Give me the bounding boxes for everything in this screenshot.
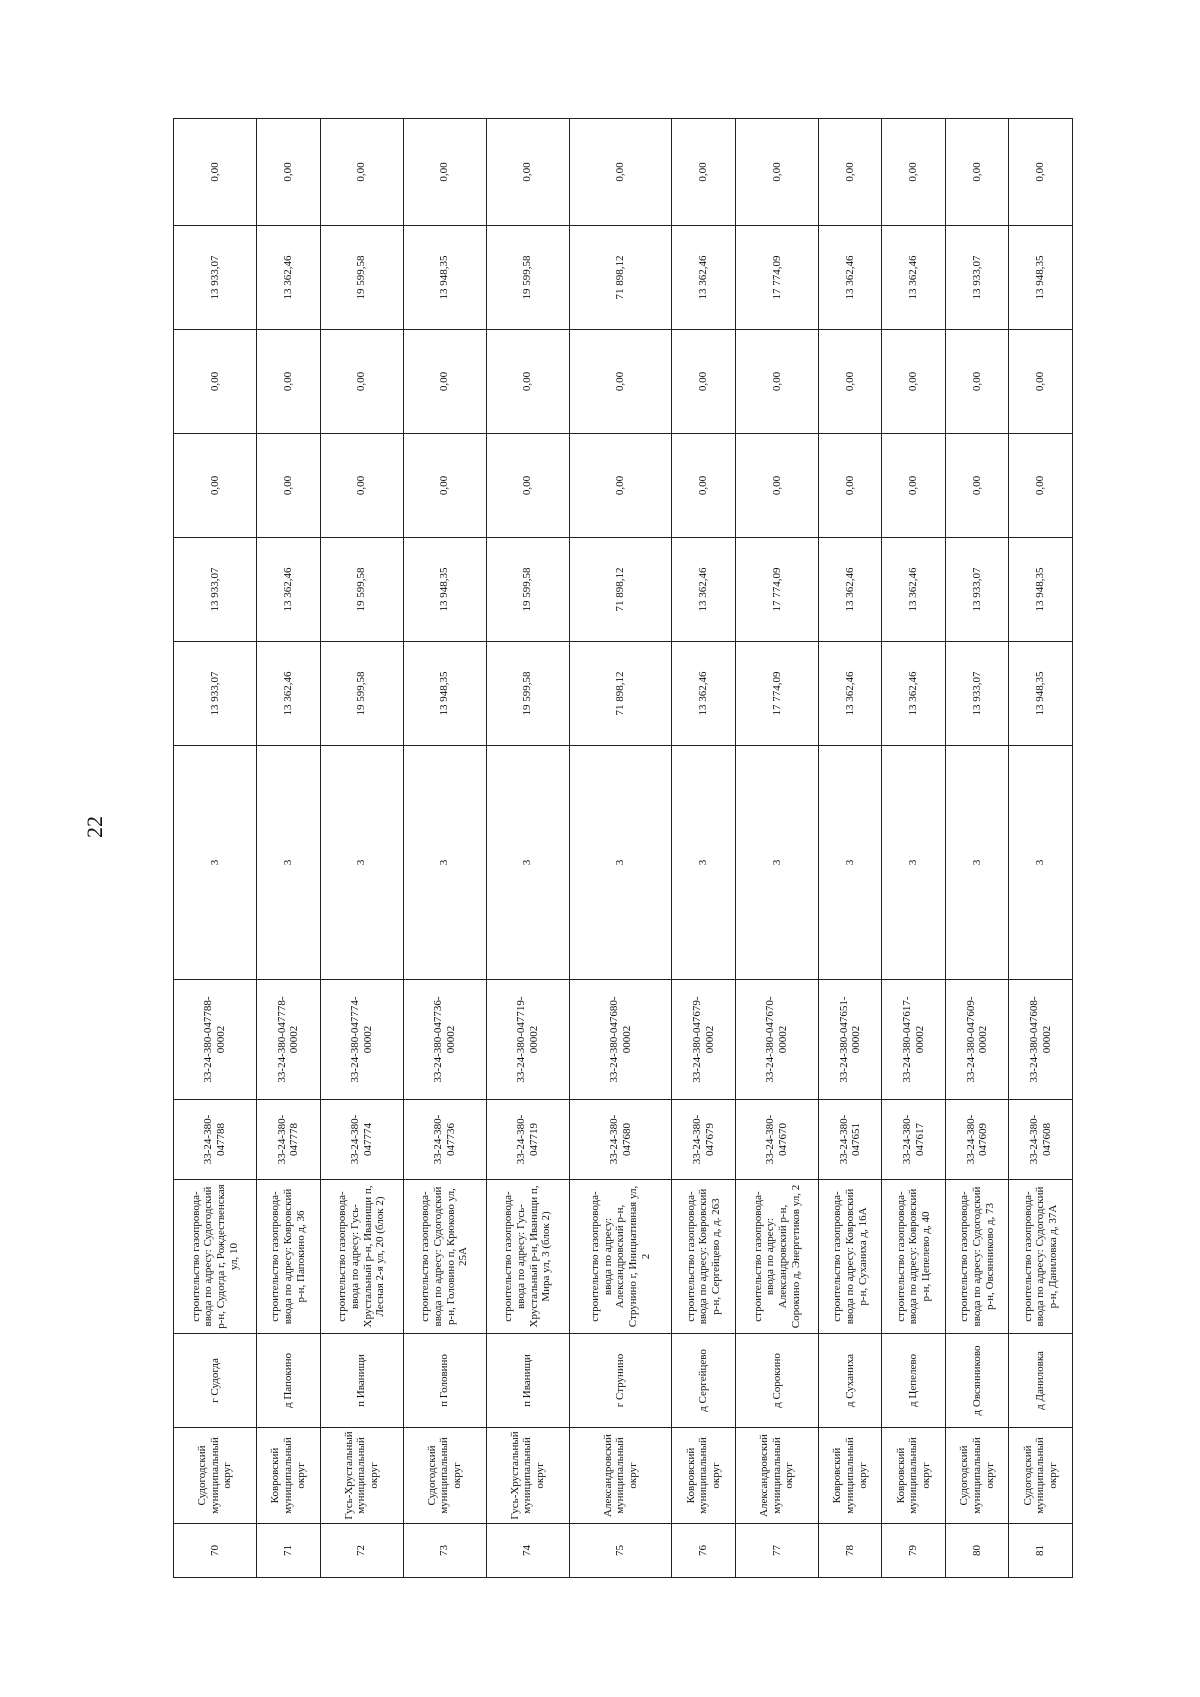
row-number: 73: [403, 1524, 486, 1578]
table-row: [735, 119, 818, 1578]
table-row: [257, 119, 320, 1578]
value-cell-9: 19 599,58: [486, 226, 569, 330]
value-cell-9: 19 599,58: [320, 226, 403, 330]
table-row: [569, 119, 672, 1578]
rotated-table-frame: [173, 118, 1073, 1578]
total-cell: 13 948,35: [403, 642, 486, 746]
total-cell: 13 948,35: [1009, 642, 1073, 746]
total-cell: 71 898,12: [569, 642, 672, 746]
total-cell: 13 362,46: [882, 642, 945, 746]
value-cell-6: 19 599,58: [320, 538, 403, 642]
code-full-cell: 33-24-380-047778-00002: [257, 980, 320, 1100]
value-cell-10: 0,00: [672, 119, 735, 226]
value-cell-6: 17 774,09: [735, 538, 818, 642]
row-number: 77: [735, 1524, 818, 1578]
district-cell: Ковровский муниципальный округ: [882, 1428, 945, 1524]
total-cell: 13 362,46: [819, 642, 882, 746]
row-number: 72: [320, 1524, 403, 1578]
value-cell-8: 0,00: [882, 330, 945, 434]
value-cell-7: 0,00: [819, 434, 882, 538]
description-cell: строительство газопровода-ввода по адресу: Ковровский р-н, Суханиха д, 16А: [819, 1180, 882, 1334]
code-full-cell: 33-24-380-047670-00002: [735, 980, 818, 1100]
district-cell: Ковровский муниципальный округ: [819, 1428, 882, 1524]
value-cell-6: 19 599,58: [486, 538, 569, 642]
value-cell-10: 0,00: [403, 119, 486, 226]
locality-cell: д Даниловка: [1009, 1334, 1073, 1428]
locality-cell: д Сорокино: [735, 1334, 818, 1428]
category-cell: 3: [257, 746, 320, 980]
table-row: [672, 119, 735, 1578]
category-cell: 3: [569, 746, 672, 980]
row-number: 81: [1009, 1524, 1073, 1578]
code-cell: 33-24-380-047679: [672, 1100, 735, 1180]
value-cell-9: 13 362,46: [819, 226, 882, 330]
code-full-cell: 33-24-380-047788-00002: [174, 980, 257, 1100]
category-cell: 3: [486, 746, 569, 980]
row-number: 78: [819, 1524, 882, 1578]
value-cell-9: 13 948,35: [403, 226, 486, 330]
value-cell-9: 13 362,46: [882, 226, 945, 330]
value-cell-6: 13 362,46: [882, 538, 945, 642]
value-cell-10: 0,00: [569, 119, 672, 226]
table-row: [174, 119, 257, 1578]
row-number: 79: [882, 1524, 945, 1578]
value-cell-10: 0,00: [819, 119, 882, 226]
value-cell-7: 0,00: [569, 434, 672, 538]
table-row: [945, 119, 1008, 1578]
value-cell-10: 0,00: [320, 119, 403, 226]
value-cell-8: 0,00: [403, 330, 486, 434]
description-cell: строительство газопровода-ввода по адресу: Судогодский р-н, Овсянниково д, 73: [945, 1180, 1008, 1334]
table-row: [320, 119, 403, 1578]
code-cell: 33-24-380-047680: [569, 1100, 672, 1180]
description-cell: строительство газопровода-ввода по адресу: Ковровский р-н, Цепелево д, 40: [882, 1180, 945, 1334]
value-cell-9: 17 774,09: [735, 226, 818, 330]
locality-cell: д Сергейцево: [672, 1334, 735, 1428]
category-cell: 3: [672, 746, 735, 980]
locality-cell: п Иванищи: [486, 1334, 569, 1428]
value-cell-8: 0,00: [735, 330, 818, 434]
value-cell-7: 0,00: [1009, 434, 1073, 538]
value-cell-6: 13 362,46: [819, 538, 882, 642]
value-cell-10: 0,00: [945, 119, 1008, 226]
district-cell: Александровский муниципальный округ: [569, 1428, 672, 1524]
value-cell-8: 0,00: [174, 330, 257, 434]
value-cell-8: 0,00: [1009, 330, 1073, 434]
code-cell: 33-24-380-047719: [486, 1100, 569, 1180]
value-cell-10: 0,00: [486, 119, 569, 226]
district-cell: Александровский муниципальный округ: [735, 1428, 818, 1524]
table-body: [174, 119, 1073, 1578]
district-cell: Судогодский муниципальный округ: [945, 1428, 1008, 1524]
code-full-cell: 33-24-380-047617-00002: [882, 980, 945, 1100]
table-row: [882, 119, 945, 1578]
total-cell: 13 362,46: [672, 642, 735, 746]
category-cell: 3: [403, 746, 486, 980]
total-cell: 13 362,46: [257, 642, 320, 746]
locality-cell: д Суханиха: [819, 1334, 882, 1428]
description-cell: строительство газопровода-ввода по адресу: Гусь-Хрустальный р-н, Иванищи п, Лесная 2-я ул, 20 (блок 2): [320, 1180, 403, 1334]
value-cell-9: 13 933,07: [945, 226, 1008, 330]
value-cell-7: 0,00: [403, 434, 486, 538]
table-row: [486, 119, 569, 1578]
category-cell: 3: [882, 746, 945, 980]
value-cell-9: 13 362,46: [257, 226, 320, 330]
category-cell: 3: [819, 746, 882, 980]
value-cell-7: 0,00: [257, 434, 320, 538]
code-cell: 33-24-380-047788: [174, 1100, 257, 1180]
table-row: [819, 119, 882, 1578]
value-cell-9: 13 948,35: [1009, 226, 1073, 330]
row-number: 80: [945, 1524, 1008, 1578]
total-cell: 19 599,58: [486, 642, 569, 746]
locality-cell: д Цепелево: [882, 1334, 945, 1428]
value-cell-7: 0,00: [320, 434, 403, 538]
value-cell-7: 0,00: [174, 434, 257, 538]
locality-cell: г Струнино: [569, 1334, 672, 1428]
code-cell: 33-24-380-047617: [882, 1100, 945, 1180]
value-cell-6: 13 933,07: [174, 538, 257, 642]
code-cell: 33-24-380-047609: [945, 1100, 1008, 1180]
code-full-cell: 33-24-380-047736-00002: [403, 980, 486, 1100]
description-cell: строительство газопровода-ввода по адресу: Ковровский р-н, Папокино д, 36: [257, 1180, 320, 1334]
total-cell: 17 774,09: [735, 642, 818, 746]
total-cell: 19 599,58: [320, 642, 403, 746]
district-cell: Судогодский муниципальный округ: [1009, 1428, 1073, 1524]
value-cell-7: 0,00: [735, 434, 818, 538]
locality-cell: г Судогда: [174, 1334, 257, 1428]
code-full-cell: 33-24-380-047774-00002: [320, 980, 403, 1100]
value-cell-6: 71 898,12: [569, 538, 672, 642]
value-cell-7: 0,00: [672, 434, 735, 538]
description-cell: строительство газопровода-ввода по адресу: Александровский р-н, Сорокино д, Энергетиков ул, 2: [735, 1180, 818, 1334]
description-cell: строительство газопровода-ввода по адресу: Судогодский р-н, Головино п, Крюково ул, 25А: [403, 1180, 486, 1334]
code-cell: 33-24-380-047736: [403, 1100, 486, 1180]
code-full-cell: 33-24-380-047651-00002: [819, 980, 882, 1100]
row-number: 74: [486, 1524, 569, 1578]
description-cell: строительство газопровода-ввода по адресу: Судогодский р-н, Даниловка д, 37А: [1009, 1180, 1073, 1334]
district-cell: Судогодский муниципальный округ: [403, 1428, 486, 1524]
locality-cell: п Иванищи: [320, 1334, 403, 1428]
category-cell: 3: [1009, 746, 1073, 980]
district-cell: Ковровский муниципальный округ: [257, 1428, 320, 1524]
table-row: [1009, 119, 1073, 1578]
locality-cell: п Головино: [403, 1334, 486, 1428]
category-cell: 3: [174, 746, 257, 980]
code-full-cell: 33-24-380-047609-00002: [945, 980, 1008, 1100]
value-cell-8: 0,00: [257, 330, 320, 434]
value-cell-6: 13 948,35: [1009, 538, 1073, 642]
value-cell-9: 13 362,46: [672, 226, 735, 330]
value-cell-8: 0,00: [945, 330, 1008, 434]
row-number: 71: [257, 1524, 320, 1578]
code-full-cell: 33-24-380-047679-00002: [672, 980, 735, 1100]
table-row: [403, 119, 486, 1578]
page-number: 22: [82, 816, 107, 838]
value-cell-7: 0,00: [882, 434, 945, 538]
description-cell: строительство газопровода-ввода по адресу: Александровский р-н, Струнино г, Инициативная ул, 2: [569, 1180, 672, 1334]
code-cell: 33-24-380-047651: [819, 1100, 882, 1180]
description-cell: строительство газопровода-ввода по адресу: Ковровский р-н, Сергейцево д, д. 263: [672, 1180, 735, 1334]
row-number: 75: [569, 1524, 672, 1578]
row-number: 76: [672, 1524, 735, 1578]
code-cell: 33-24-380-047608: [1009, 1100, 1073, 1180]
code-cell: 33-24-380-047774: [320, 1100, 403, 1180]
description-cell: строительство газопровода-ввода по адресу: Судогодский р-н, Судогда г, Рождественская ул, 10: [174, 1180, 257, 1334]
gas-connection-table: [173, 118, 1073, 1578]
district-cell: Ковровский муниципальный округ: [672, 1428, 735, 1524]
value-cell-8: 0,00: [486, 330, 569, 434]
district-cell: Судогодский муниципальный округ: [174, 1428, 257, 1524]
category-cell: 3: [735, 746, 818, 980]
value-cell-8: 0,00: [569, 330, 672, 434]
code-full-cell: 33-24-380-047680-00002: [569, 980, 672, 1100]
code-cell: 33-24-380-047778: [257, 1100, 320, 1180]
value-cell-6: 13 933,07: [945, 538, 1008, 642]
code-full-cell: 33-24-380-047719-00002: [486, 980, 569, 1100]
category-cell: 3: [320, 746, 403, 980]
description-cell: строительство газопровода-ввода по адресу: Гусь-Хрустальный р-н, Иванищи п, Мира ул, 3 (блок 2): [486, 1180, 569, 1334]
value-cell-10: 0,00: [882, 119, 945, 226]
value-cell-10: 0,00: [174, 119, 257, 226]
value-cell-6: 13 948,35: [403, 538, 486, 642]
district-cell: Гусь-Хрустальный муниципальный округ: [320, 1428, 403, 1524]
district-cell: Гусь-Хрустальный муниципальный округ: [486, 1428, 569, 1524]
value-cell-6: 13 362,46: [672, 538, 735, 642]
code-full-cell: 33-24-380-047608-00002: [1009, 980, 1073, 1100]
value-cell-7: 0,00: [486, 434, 569, 538]
value-cell-9: 71 898,12: [569, 226, 672, 330]
code-cell: 33-24-380-047670: [735, 1100, 818, 1180]
value-cell-7: 0,00: [945, 434, 1008, 538]
value-cell-8: 0,00: [320, 330, 403, 434]
category-cell: 3: [945, 746, 1008, 980]
table-container: [173, 118, 1073, 1578]
locality-cell: д Овсянниково: [945, 1334, 1008, 1428]
value-cell-10: 0,00: [735, 119, 818, 226]
total-cell: 13 933,07: [174, 642, 257, 746]
total-cell: 13 933,07: [945, 642, 1008, 746]
row-number: 70: [174, 1524, 257, 1578]
value-cell-9: 13 933,07: [174, 226, 257, 330]
value-cell-6: 13 362,46: [257, 538, 320, 642]
locality-cell: д Папокино: [257, 1334, 320, 1428]
value-cell-10: 0,00: [257, 119, 320, 226]
value-cell-8: 0,00: [819, 330, 882, 434]
value-cell-8: 0,00: [672, 330, 735, 434]
value-cell-10: 0,00: [1009, 119, 1073, 226]
